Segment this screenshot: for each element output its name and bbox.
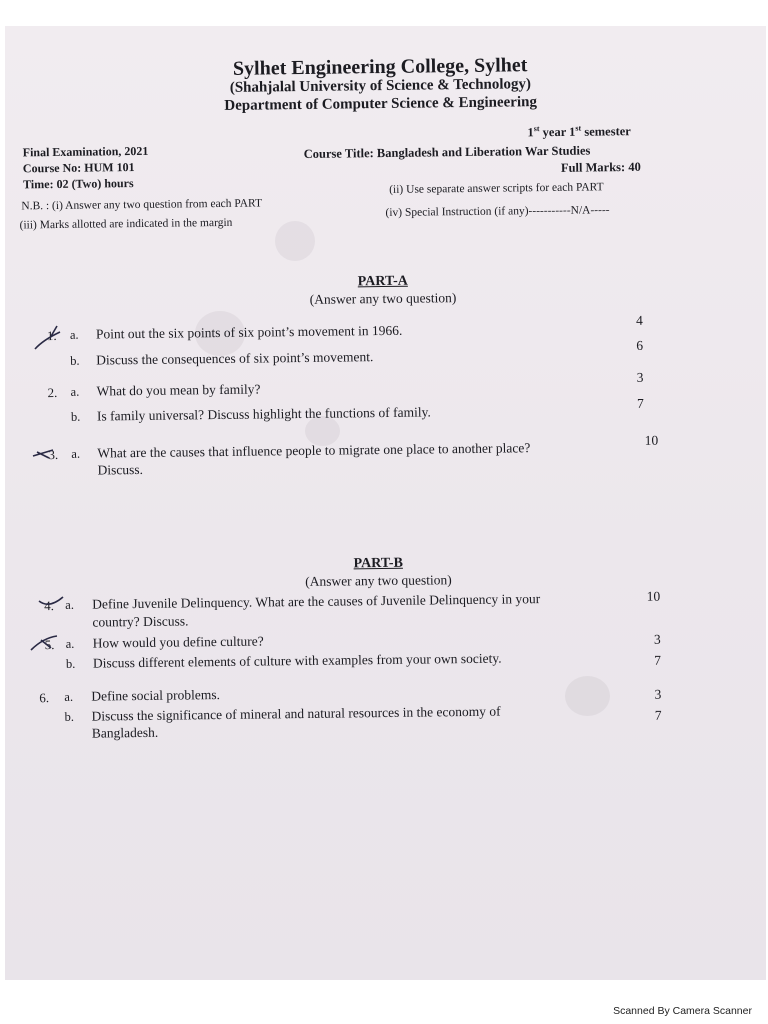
department-name: Department of Computer Science & Engineering (224, 94, 538, 114)
question-text-continued: Discuss. (97, 461, 144, 478)
pen-tick-marks (5, 26, 766, 980)
question-text: Discuss the consequences of six point’s movement. (96, 349, 374, 368)
full-marks: Full Marks: 40 (560, 159, 641, 175)
question-marks: 10 (644, 432, 659, 448)
question-part: b. (70, 409, 81, 424)
question-marks: 10 (646, 588, 661, 604)
exam-paper (5, 26, 766, 980)
pen-tick-q4 (39, 597, 63, 604)
question-text: Discuss different elements of culture with examples from your own society. (92, 650, 502, 671)
question-marks: 3 (654, 686, 662, 702)
question-marks: 3 (636, 369, 644, 385)
part-b-title: PART-B (353, 555, 403, 572)
question-text: Is family universal? Discuss highlight the functions of family. (96, 404, 431, 424)
course-title: Course Title: Bangladesh and Liberation War Studies (303, 143, 591, 161)
question-text: What are the causes that influence people to migrate one place to another place? (97, 440, 531, 461)
question-marks: 4 (635, 312, 643, 328)
course-number: Course No: HUM 101 (22, 160, 135, 176)
scanner-watermark: Scanned By Camera Scanner (613, 1005, 752, 1017)
question-number: 4. (44, 598, 55, 614)
part-a-title: PART-A (357, 273, 408, 290)
question-number: 5. (44, 637, 55, 653)
instruction-i: N.B. : (i) Answer any two question from each PART (21, 197, 263, 213)
question-text-continued: country? Discuss. (92, 613, 189, 630)
question-marks: 3 (653, 631, 661, 647)
question-marks: 7 (654, 707, 662, 723)
question-text: How would you define culture? (92, 633, 264, 651)
question-marks: 6 (636, 337, 644, 353)
instruction-ii: (ii) Use separate answer scripts for each PART (389, 181, 604, 196)
pen-tick-q1 (35, 326, 60, 349)
question-part: a. (70, 384, 80, 399)
pen-tick-q3 (33, 450, 53, 458)
instruction-iv: (iv) Special Instruction (if any)-----------N/A----- (385, 204, 610, 219)
question-part: a. (65, 636, 75, 651)
question-number: 1. (46, 327, 57, 344)
question-text: Define Juvenile Delinquency. What are the causes of Juvenile Delinquency in your (92, 591, 541, 612)
question-number: 3. (48, 446, 59, 463)
question-part: a. (69, 327, 79, 342)
question-part: a. (64, 689, 74, 704)
question-marks: 7 (654, 652, 662, 668)
question-number: 6. (39, 690, 50, 706)
question-text: What do you mean by family? (96, 381, 261, 399)
exam-name: Final Examination, 2021 (22, 143, 149, 160)
question-part: b. (65, 656, 76, 671)
year-semester: 1st year 1st semester (527, 123, 631, 140)
question-part: b. (70, 353, 80, 368)
question-part: a. (71, 446, 81, 461)
instruction-iii: (iii) Marks allotted are indicated in the margin (19, 216, 233, 232)
part-b-instruction: (Answer any two question) (305, 572, 452, 589)
question-text: Define social problems. (91, 687, 221, 704)
question-marks: 7 (636, 395, 644, 411)
question-number: 2. (47, 384, 58, 401)
exam-time: Time: 02 (Two) hours (22, 176, 134, 192)
question-part: b. (64, 709, 75, 724)
question-part: a. (65, 597, 74, 612)
question-text: Discuss the significance of mineral and natural resources in the economy of (91, 703, 501, 724)
pen-tick-q5 (31, 636, 57, 650)
college-name: Sylhet Engineering College, Sylhet (232, 54, 528, 80)
question-text: Point out the six points of six point’s movement in 1966. (95, 322, 403, 342)
university-name: (Shahjalal University of Science & Technology) (229, 76, 532, 96)
question-text-continued: Bangladesh. (91, 724, 159, 741)
part-a-instruction: (Answer any two question) (309, 290, 457, 307)
